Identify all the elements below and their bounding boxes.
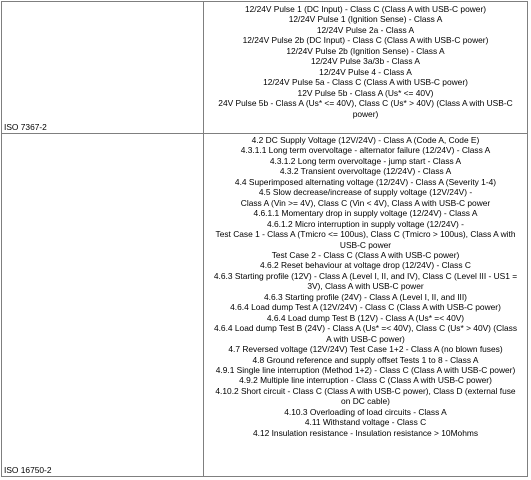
test-line: 4.9.2 Multiple line interruption - Class C (Class A with USB-C power) xyxy=(239,375,492,386)
test-line: 12/24V Pulse 3a/3b - Class A xyxy=(311,56,420,67)
test-line: Test Case 2 - Class C (Class A with USB-C power) xyxy=(271,249,460,260)
test-lines xyxy=(204,135,527,438)
test-line: 12V Pulse 5b - Class A (Us* <= 40V) xyxy=(297,87,434,98)
standard-label: ISO 16750-2 xyxy=(4,465,52,475)
test-line: 12/24V Pulse 2a - Class A xyxy=(316,24,415,35)
standards-table xyxy=(1,1,528,477)
test-line: 12/24V Pulse 1 (DC Input) - Class C (Class A with USB-C power) xyxy=(244,4,487,14)
test-line: 4.10.2 Short circuit - Class C (Class A with USB-C power), Class D (external fuse xyxy=(215,385,516,396)
test-line: 12/24V Pulse 2b (DC Input) - Class C (Class A with USB-C power) xyxy=(242,35,489,46)
test-line: 24V Pulse 5b - Class A (Us* <= 40V), Class C (Us* > 40V) (Class A with USB-C xyxy=(218,98,513,109)
test-line: Test Case 1 - Class A (Tmicro <= 100us), Class C (Tmicro > 100us), Class A with xyxy=(215,229,516,240)
test-line: 4.10.3 Overloading of load circuits - Class A xyxy=(284,406,447,417)
test-line: 12/24V Pulse 2b (Ignition Sense) - Class A xyxy=(286,45,445,56)
test-line: 12/24V Pulse 5a - Class C (Class A with USB-C power) xyxy=(263,77,468,88)
test-line: 4.6.1.1 Momentary drop in supply voltage (12/24V) - Class A xyxy=(253,208,478,219)
test-line: 4.4 Superimposed alternating voltage (12/24V) - Class A (Severity 1-4) xyxy=(234,176,497,187)
standard-cell xyxy=(2,134,204,476)
test-lines xyxy=(204,4,527,119)
test-line: 4.6.1.2 Micro interruption in supply voltage (12/24V) - xyxy=(267,218,464,229)
tests-cell xyxy=(204,2,527,133)
test-line: 3V), Class A with USB-C power xyxy=(307,281,424,292)
test-line: 4.9.1 Single line interruption (Method 1+2) - Class C (Class A with USB-C power) xyxy=(215,364,516,375)
test-line: 4.11 Withstand voltage - Class C xyxy=(304,417,427,428)
standard-cell xyxy=(2,2,204,133)
test-line: 4.6.4 Load dump Test B (12V) - Class A (Us* =< 40V) xyxy=(266,312,465,323)
test-line: 4.6.3 Starting profile (24V) - Class A (Level I, II, and III) xyxy=(264,291,467,302)
test-line: 4.2 DC Supply Voltage (12V/24V) - Class A (Code A, Code E) xyxy=(251,135,480,145)
test-line: 4.3.1.1 Long term overvoltage - alternator failure (12/24V) - Class A xyxy=(240,145,491,156)
test-line: 12/24V Pulse 1 (Ignition Sense) - Class A xyxy=(288,14,443,25)
test-line: 4.6.4 Load dump Test B (24V) - Class A (Us* =< 40V), Class C (Us* > 40V) (Class xyxy=(213,323,518,334)
test-line: on DC cable) xyxy=(341,396,390,407)
test-line: 4.6.2 Reset behaviour at voltage drop (12/24V) - Class C xyxy=(260,260,471,271)
test-line: 4.12 Insulation resistance - Insulation resistance > 10Mohms xyxy=(252,427,479,438)
test-line: 4.3.1.2 Long term overvoltage - jump start - Class A xyxy=(269,155,462,166)
test-line: A with USB-C power) xyxy=(326,333,405,344)
test-line: power) xyxy=(352,108,379,119)
test-line: Class A (Vin >= 4V), Class C (Vin < 4V), Class A with USB-C power xyxy=(240,197,491,208)
test-line: 4.3.2 Transient overvoltage (12/24V) - Class A xyxy=(279,166,452,177)
test-line: 4.8 Ground reference and supply offset Tests 1 to 8 - Class A xyxy=(252,354,479,365)
test-line: USB-C power xyxy=(339,239,392,250)
test-line: 12/24V Pulse 4 - Class A xyxy=(319,66,412,77)
standard-label: ISO 7367-2 xyxy=(4,122,47,132)
tests-cell xyxy=(204,134,527,476)
test-line: 4.6.3 Starting profile (12V) - Class A (Level I, II, and IV), Class C (Level III - US1 = xyxy=(213,270,518,281)
test-line: 4.7 Reversed voltage (12V/24V) Test Case 1+2 - Class A (no blown fuses) xyxy=(228,344,503,355)
table-row-iso-16750-2 xyxy=(2,134,527,476)
table-row-iso-7367-2 xyxy=(2,2,527,134)
test-line: 4.5 Slow decrease/increase of supply voltage (12V/24V) - xyxy=(258,187,473,198)
test-line: 4.6.4 Load dump Test A (12V/24V) - Class C (Class A with USB-C power) xyxy=(230,302,501,313)
